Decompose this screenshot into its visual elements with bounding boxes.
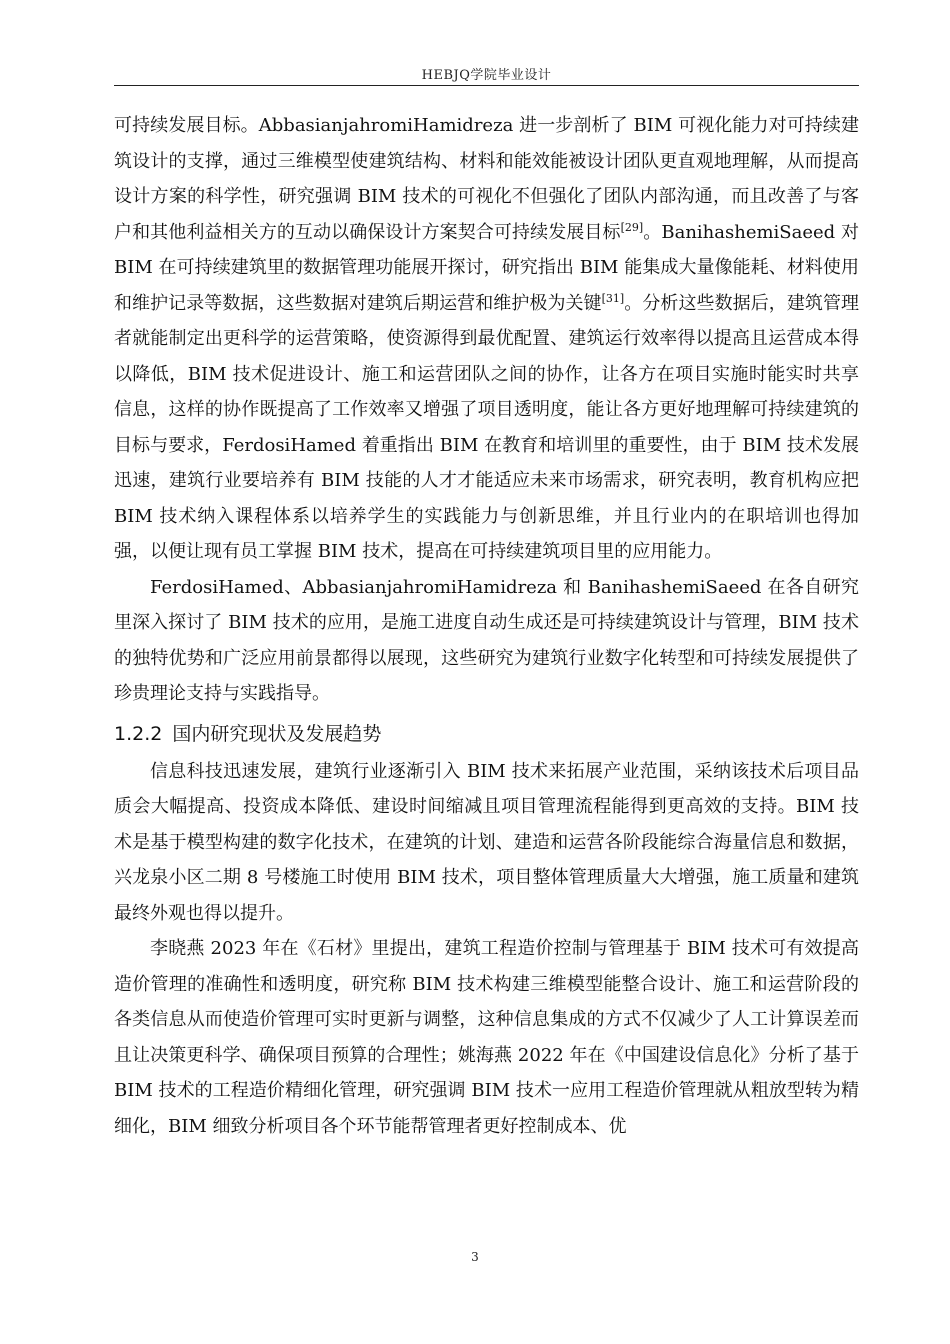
paragraph-1-text-c: 。分析这些数据后，建筑管理者就能制定出更科学的运营策略，使资源得到最优配置、建筑运行效率得以提高且运营成本得以降低，BIM 技术促进设计、施工和运营团队之间的协作，让各方在项目实施时能实时共享信息，这样的协作既提高了工作效率又增强了项目透明度，能让各方更好地理解可持续建筑的目标与要求，FerdosiHamed 着重指出 BIM 在教育和培训里的重要性，由于 BIM 技术发展迅速，建筑行业要培养有 BIM 技能的人才才能适应未来市场需求，研究表明，教育机构应把 BIM 技术纳入课程体系以培养学生的实践能力与创新思维，并且行业内的在职培训也得加强，以便让现有员工掌握 BIM 技术，提高在可持续建筑项目里的应用能力。 <box>114 292 859 562</box>
paragraph-1-text-b: 。BanihashemiSaeed 对 BIM 在可持续建筑里的数据管理功能展开探讨，研究指出 BIM 能集成大量像能耗、材料使用和维护记录等数据，这些数据对建筑后期运营和维护极为关键 <box>114 221 859 314</box>
paragraph-3: 信息科技迅速发展，建筑行业逐渐引入 BIM 技术来拓展产业范围，采纳该技术后项目品质会大幅提高、投资成本降低、建设时间缩减且项目管理流程能得到更高效的支持。BIM 技术是基于模型构建的数字化技术，在建筑的计划、建造和运营各阶段能综合海量信息和数据，兴龙泉小区二期 8 号楼施工时使用 BIM 技术，项目整体管理质量大大增强，施工质量和建筑最终外观也得以提升。 <box>114 760 859 924</box>
paragraph-1 <box>114 108 859 570</box>
citation-31: [31] <box>601 291 625 305</box>
section-title: 国内研究现状及发展趋势 <box>172 722 382 745</box>
document-body <box>114 108 859 1144</box>
section-number: 1.2.2 <box>114 722 163 745</box>
section-heading <box>114 715 859 753</box>
page-number: 3 <box>471 1250 479 1264</box>
header-divider <box>114 85 859 86</box>
citation-29: [29] <box>620 220 644 234</box>
paragraph-1-text-a: 可持续发展目标。AbbasianjahromiHamidreza 进一步剖析了 BIM 可视化能力对可持续建筑设计的支撑，通过三维模型使建筑结构、材料和能效能被设计团队更直观地理解，从而提高设计方案的科学性，研究强调 BIM 技术的可视化不但强化了团队内部沟通，而且改善了与客户和其他利益相关方的互动以确保设计方案契合可持续发展目标 <box>114 115 859 243</box>
paragraph-2: FerdosiHamed、AbbasianjahromiHamidreza 和 BanihashemiSaeed 在各自研究里深入探讨了 BIM 技术的应用，是施工进度自动生成还是可持续建筑设计与管理，BIM 技术的独特优势和广泛应用前景都得以展现，这些研究为建筑行业数字化转型和可持续发展提供了珍贵理论支持与实践指导。 <box>114 576 859 704</box>
paragraph-4: 李晓燕 2023 年在《石材》里提出，建筑工程造价控制与管理基于 BIM 技术可有效提高造价管理的准确性和透明度，研究称 BIM 技术构建三维模型能整合设计、施工和运营阶段的各类信息从而使造价管理可实时更新与调整，这种信息集成的方式不仅减少了人工计算误差而且让决策更科学、确保项目预算的合理性；姚海燕 2022 年在《中国建设信息化》分析了基于 BIM 技术的工程造价精细化管理，研究强调 BIM 技术一应用工程造价管理就从粗放型转为精细化，BIM 细致分析项目各个环节能帮管理者更好控制成本、优 <box>114 938 859 1137</box>
running-header: HEBJQ学院毕业设计 <box>421 68 552 83</box>
